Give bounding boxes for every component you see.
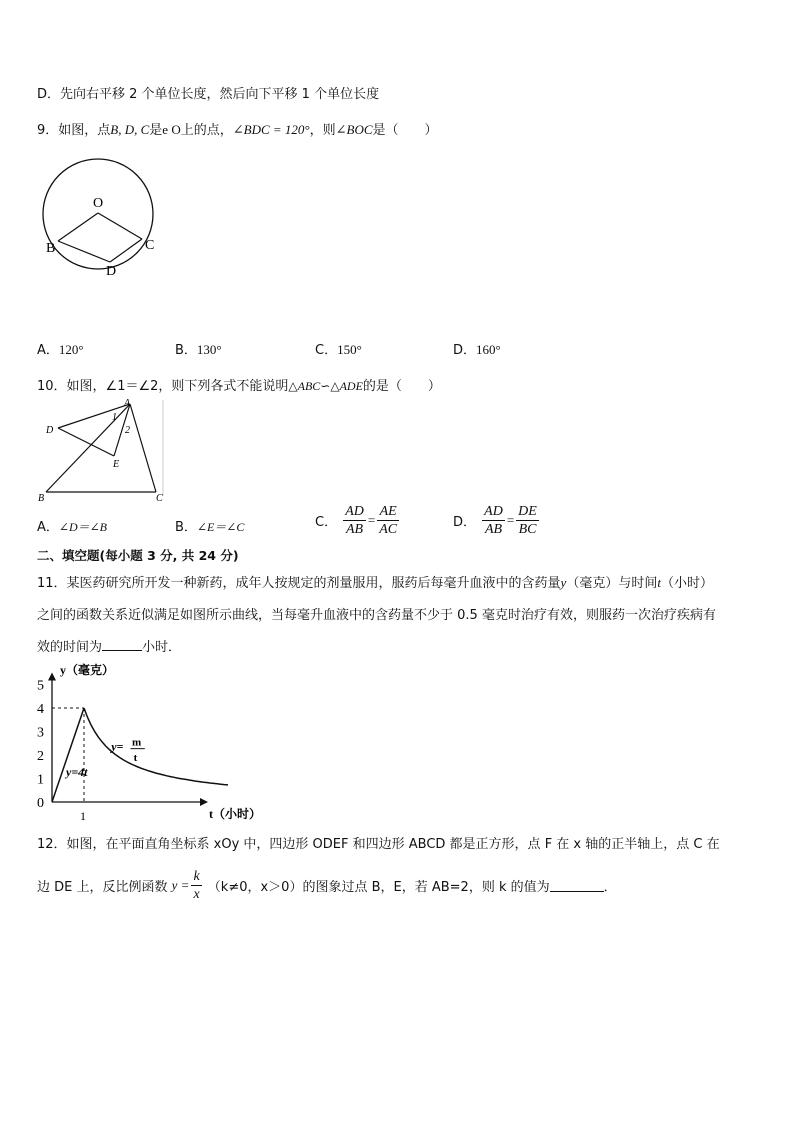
q9-prefix: 9．如图，点	[37, 123, 111, 138]
q12-answer-blank[interactable]	[550, 879, 604, 892]
y-tick-label: 0	[37, 796, 44, 811]
q11-line1: 11．某医药研究所开发一种新药，成年人按规定的剂量服用，服药后每毫升血液中的含药量y（毫克）与时间t（小时）	[37, 575, 713, 591]
q9-circle: e O	[162, 122, 181, 137]
q10-label-c: C	[156, 493, 163, 503]
series-curve-label-y: y=	[111, 739, 124, 754]
q9-option-b[interactable]: B．130°	[175, 342, 222, 358]
q9-label-d: D	[106, 264, 117, 279]
q9-stem	[37, 119, 438, 138]
q11-answer-blank[interactable]	[102, 638, 142, 651]
y-tick-label: 3	[37, 725, 44, 741]
q12-line1: 12．如图，在平面直角坐标系 xOy 中，四边形 ODEF 和四边形 ABCD 都是正方形，点 F 在 x 轴的正半轴上，点 C 在	[37, 837, 720, 852]
q12-frac-num: k	[193, 869, 200, 884]
q10-triangle-figure	[38, 398, 168, 503]
section-2-title: 二、填空题(每小题 3 分, 共 24 分)	[37, 548, 239, 563]
q9-label-b: B	[46, 241, 56, 256]
q9-mid2: 上的点，	[180, 123, 233, 138]
q12-y-eq: y =	[171, 877, 190, 893]
y-tick-label: 5	[37, 678, 44, 694]
q9-label-c: C	[145, 238, 155, 253]
q12-line2: 边 DE 上，反比例函数 y = $\frac{k}{x}$ （k≠0，x＞0）的图象过点 B，E，若 AB=2，则 k 的值为 ．	[37, 869, 617, 902]
q11-line3: 效的时间为 小时．	[37, 640, 182, 655]
q9-circle-figure	[38, 155, 163, 280]
q10-similar: △ABC∽△ADE	[288, 379, 363, 393]
q9-mid: 是	[149, 123, 163, 138]
q11-line2: 之间的函数关系近似满足如图所示曲线，当每毫升血液中的含药量不少于 0.5 毫克时治疗有效，则服药一次治疗疾病有	[37, 608, 716, 623]
series-linear-line	[52, 708, 84, 802]
q10-angle-2: 2	[125, 425, 130, 436]
q10-label-e: E	[113, 459, 120, 470]
y-tick-label: 4	[37, 702, 44, 717]
y-axis-arrow	[48, 673, 56, 681]
q11-chart	[32, 658, 272, 824]
y-axis-label: y（毫克）	[60, 663, 115, 677]
x-axis-arrow	[200, 798, 208, 806]
q10-prefix: 10．如图，∠1＝∠2，则下列各式不能说明	[37, 379, 289, 394]
x-axis-label: t（小时）	[209, 807, 261, 821]
series-linear-label: y=4t	[66, 765, 88, 780]
q10-option-c[interactable]: C． $\frac{AD}{AB}$ = $\frac{AE}{AC}$	[315, 504, 398, 537]
q9-option-d[interactable]: D．160°	[453, 342, 501, 358]
q9-option-c[interactable]: C．150°	[315, 342, 362, 358]
q9-label-o: O	[93, 196, 104, 211]
q9-given: ∠BDC = 120°	[232, 122, 310, 137]
y-tick-label: 1	[37, 772, 44, 788]
q8-option-d: D．先向右平移 2 个单位长度，然后向下平移 1 个单位长度	[37, 87, 380, 102]
q10-suffix: 的是（ ）	[362, 379, 441, 394]
q10-label-a: A	[124, 398, 131, 409]
q10-label-b: B	[38, 493, 45, 503]
series-curve-line	[84, 708, 228, 785]
series-curve-label-den: t	[133, 751, 138, 764]
q9-ask: ∠BOC	[335, 122, 373, 137]
q10-stem	[37, 375, 441, 394]
series-curve-label-num: m	[132, 736, 142, 749]
x-tick-label: 1	[80, 809, 86, 823]
q10-option-d[interactable]: D． $\frac{AD}{AB}$ = $\frac{DE}{BC}$	[453, 504, 537, 537]
q10-angle-1: 1	[112, 412, 117, 423]
q10-option-b[interactable]: B．∠E＝∠C	[175, 520, 245, 535]
q10-label-d: D	[46, 425, 54, 436]
q10-option-a[interactable]: A．∠D＝∠B	[37, 520, 108, 535]
q9-suffix: 是（ ）	[372, 123, 438, 138]
q9-mid3: ，则	[309, 123, 336, 138]
q9-option-a[interactable]: A．120°	[37, 342, 84, 358]
q9-points: B, D, C	[110, 122, 150, 137]
y-tick-label: 2	[37, 749, 44, 764]
q12-frac-den: x	[193, 887, 200, 902]
